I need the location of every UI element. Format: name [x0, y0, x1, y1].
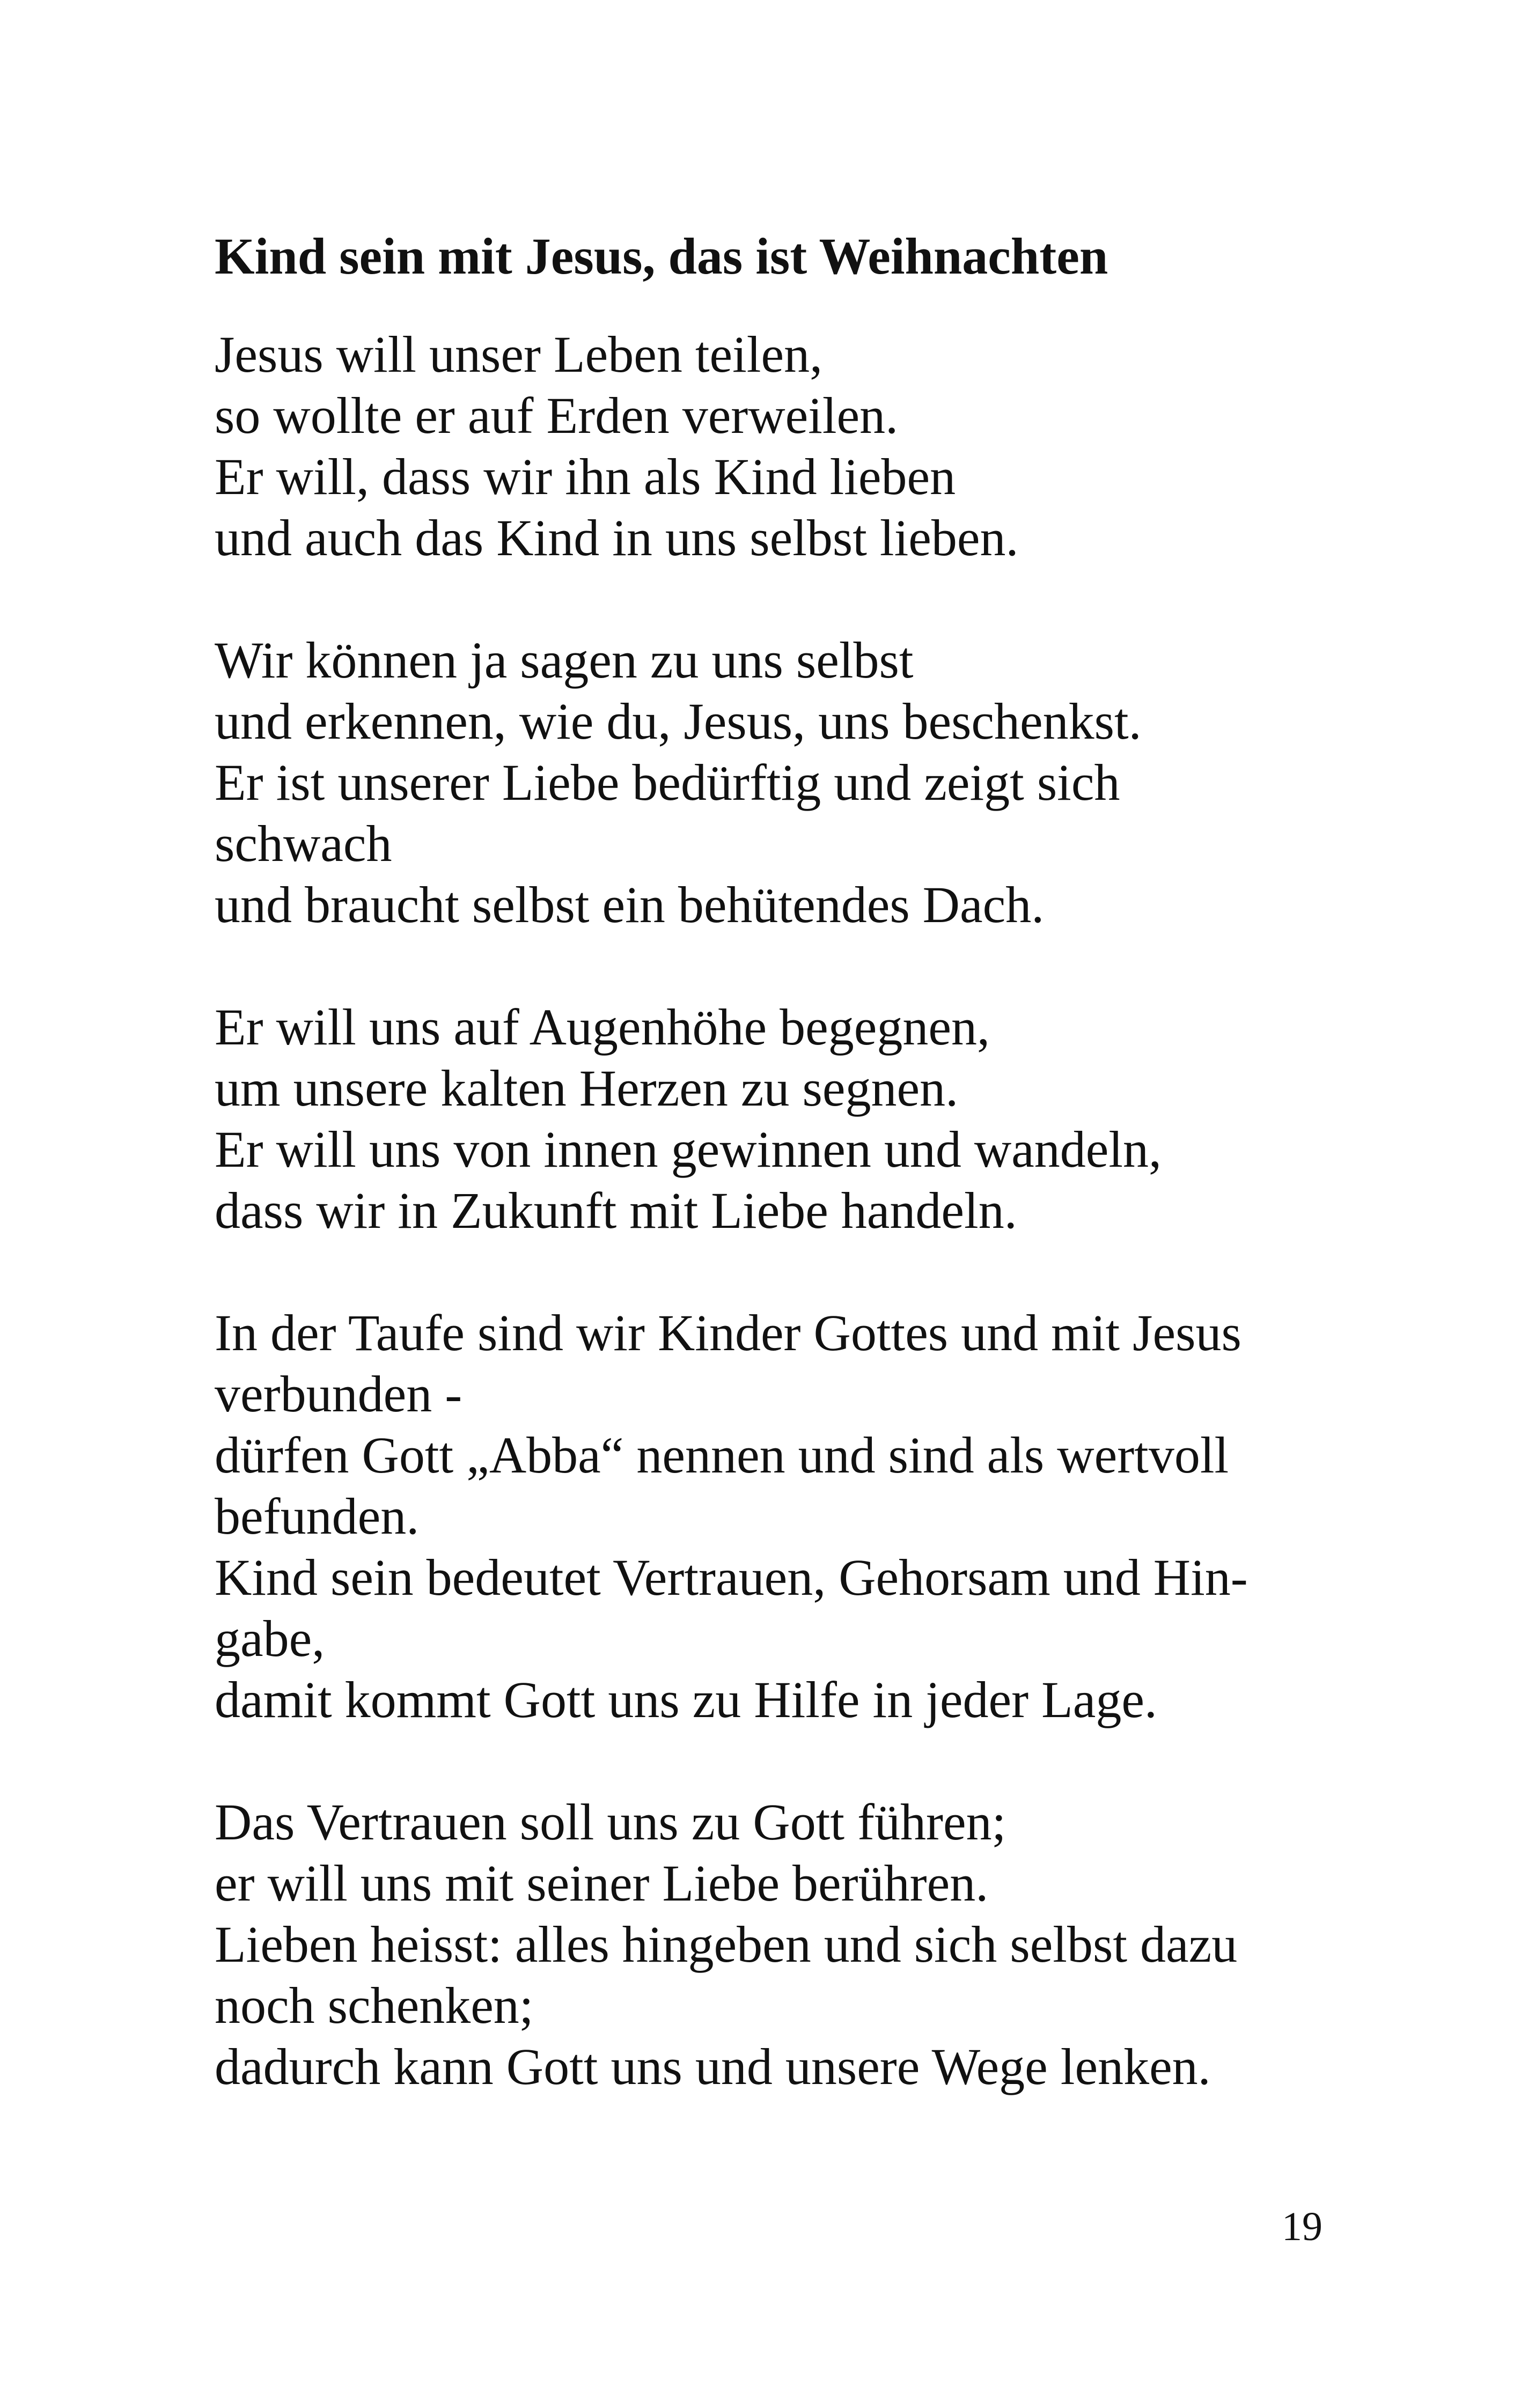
poem-line: und auch das Kind in uns selbst lieben.: [215, 509, 1019, 566]
poem-line: Er ist unserer Liebe bedürftig und zeigt sich: [215, 754, 1120, 811]
poem-line: er will uns mit seiner Liebe berühren.: [215, 1854, 989, 1912]
poem-line: Lieben heisst: alles hingeben und sich selbst dazu: [215, 1916, 1238, 1973]
poem-line: verbunden -: [215, 1365, 462, 1423]
poem-line: Kind sein bedeutet Vertrauen, Gehorsam und Hin-: [215, 1549, 1248, 1606]
poem-line: damit kommt Gott uns zu Hilfe in jeder Lage.: [215, 1671, 1157, 1728]
poem-line: um unsere kalten Herzen zu segnen.: [215, 1059, 959, 1117]
poem-line: noch schenken;: [215, 1977, 534, 2034]
poem-line: In der Taufe sind wir Kinder Gottes und mit Jesus: [215, 1304, 1241, 1361]
stanza-1: [215, 324, 1341, 569]
poem-line: Er will uns auf Augenhöhe begegnen,: [215, 998, 990, 1056]
stanza-2: [215, 630, 1341, 936]
poem-line: Er will uns von innen gewinnen und wandeln,: [215, 1121, 1162, 1178]
poem-line: und erkennen, wie du, Jesus, uns beschenkst.: [215, 693, 1142, 750]
poem-line: dadurch kann Gott uns und unsere Wege lenken.: [215, 2038, 1211, 2095]
page-number: 19: [1282, 2204, 1322, 2249]
stanza-4: [215, 1302, 1341, 1730]
poem-title: Kind sein mit Jesus, das ist Weihnachten: [215, 227, 1108, 285]
poem-line: befunden.: [215, 1487, 420, 1545]
poem-line: dass wir in Zukunft mit Liebe handeln.: [215, 1182, 1017, 1239]
poem-line: Jesus will unser Leben teilen,: [215, 326, 823, 383]
poem-line: dürfen Gott „Abba“ nennen und sind als wertvoll: [215, 1426, 1229, 1484]
poem-line: und braucht selbst ein behütendes Dach.: [215, 876, 1045, 933]
poem-line: Das Vertrauen soll uns zu Gott führen;: [215, 1793, 1006, 1851]
stanza-3: [215, 997, 1341, 1241]
poem-line: schwach: [215, 815, 392, 872]
poem-line: gabe,: [215, 1610, 325, 1667]
poem-line: Wir können ja sagen zu uns selbst: [215, 631, 914, 689]
poem-line: Er will, dass wir ihn als Kind lieben: [215, 448, 956, 505]
stanza-5: [215, 1792, 1341, 2097]
poem-body: [215, 324, 1341, 2159]
poem-line: so wollte er auf Erden verweilen.: [215, 387, 899, 444]
